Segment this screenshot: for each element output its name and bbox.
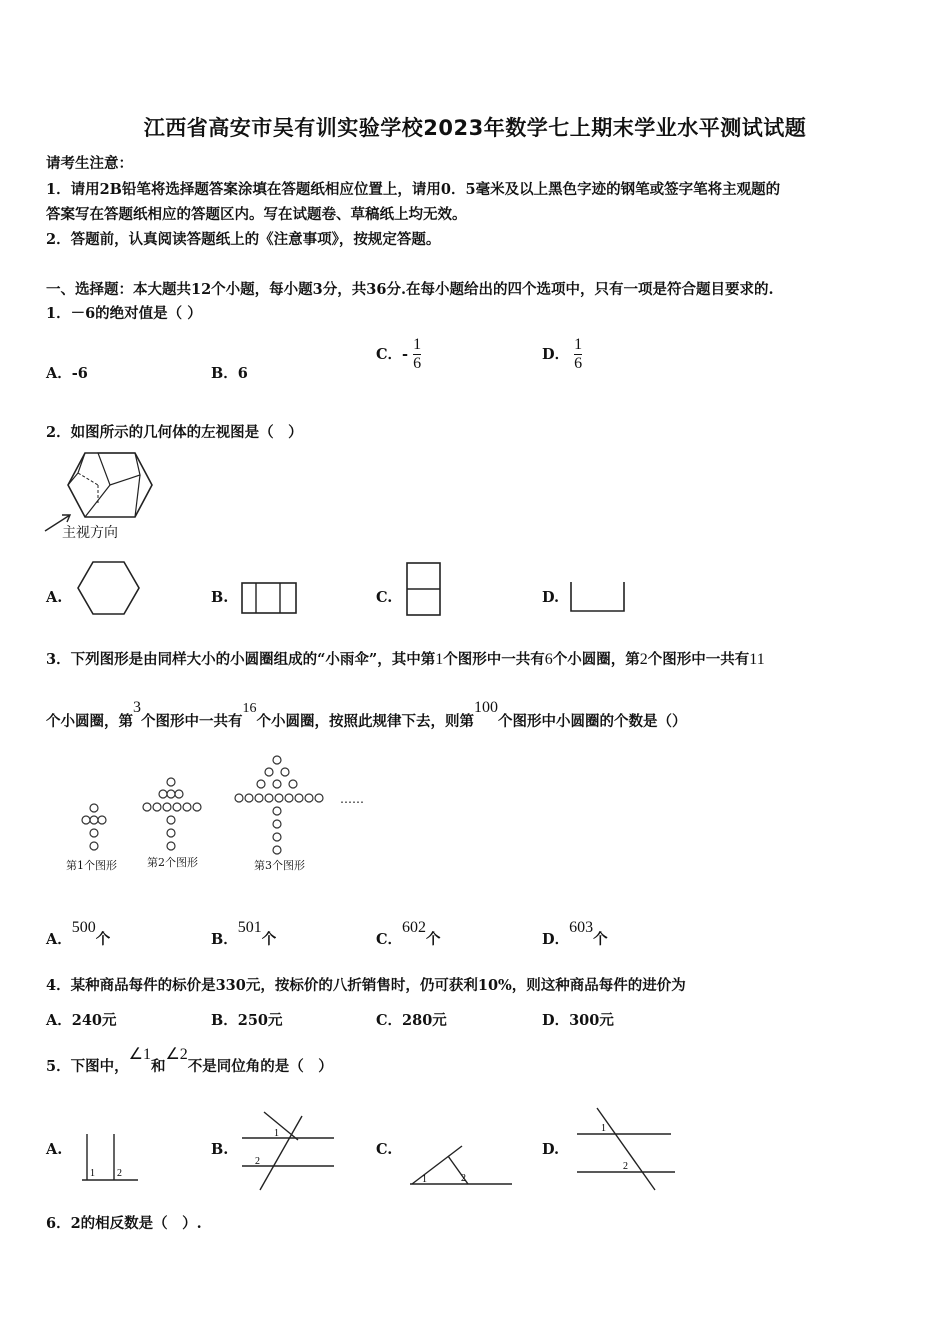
q4-option-b[interactable]: B．250元 [211,1012,283,1029]
q5-text: 不是同位角的是（ ） [187,1058,333,1075]
q3-number: 11 [749,651,765,668]
question-4-stem: 4．某种商品每件的标价是330元，按标价的八折销售时，仍可获利10%，则这种商品每件的进价为 [46,977,686,994]
q3-option-a-label: A． [46,931,72,948]
question-5-stem [46,1046,333,1076]
q3-option-a[interactable] [46,919,111,949]
q3-number: 6 [544,651,553,668]
q3-text: 3．下列图形是由同样大小的小圆圈组成的“小雨伞”，其中第 [46,651,436,668]
angle-2-label: 2 [623,1161,628,1172]
q3-option-c-unit: 个 [426,931,441,948]
angle-2-label: 2 [117,1168,122,1179]
q2-option-a[interactable]: A. [46,589,63,606]
q2-option-c-rectangles[interactable] [405,561,443,617]
q3-text: 个图形中一共有 [141,713,243,730]
q2-option-b[interactable]: B. [211,589,229,606]
q3-option-c-label: C． [376,931,403,948]
q3-option-a-value: 500 [71,919,96,936]
q1-option-d[interactable] [542,336,582,373]
q3-number: 16 [242,701,257,716]
q2-option-b-rectangles[interactable] [240,581,300,615]
q3-option-b-unit: 个 [261,931,277,948]
q3-text: 个图形中一共有 [647,651,750,668]
q3-text: 个图形中一共有 [443,651,545,668]
q5-option-b-figure[interactable] [240,1108,336,1192]
angle-2-label: 2 [255,1156,260,1167]
q3-option-d-value: 603 [569,919,594,936]
q3-option-d[interactable] [542,919,608,949]
q1-option-b[interactable]: B．6 [211,365,248,382]
angle-2-label: 2 [461,1173,466,1184]
q3-text: 个图形中小圆圈的个数是（） [498,713,687,730]
q4-option-c[interactable]: C．280元 [376,1012,447,1029]
q4-option-a[interactable]: A．240元 [46,1012,117,1029]
q4-option-d[interactable]: D．300元 [542,1012,614,1029]
q3-option-b-value: 501 [237,919,262,936]
question-2-stem: 2．如图所示的几何体的左视图是（ ） [46,424,303,441]
q5-text: 和 [150,1058,166,1075]
q3-number: 3 [133,699,141,716]
q5-angle-1: ∠1 [128,1046,151,1063]
q3-caption-1: 第1个图形 [66,859,117,872]
q2-option-c[interactable]: C. [376,589,393,606]
notice-line-3: 2．答题前，认真阅读答题纸上的《注意事项》，按规定答题。 [46,231,441,248]
q3-option-c-value: 602 [402,919,427,936]
question-3-line-1 [46,648,765,669]
q3-caption-2: 第2个图形 [147,856,198,869]
fraction-denominator: 6 [413,355,422,372]
q5-option-a[interactable]: A. [46,1141,63,1158]
q5-text: 5．下图中， [46,1058,129,1075]
q1-option-d-label: D． [542,346,570,363]
q2-option-d-shape[interactable] [568,580,628,614]
q3-option-b-label: B． [211,931,238,948]
angle-1-label: 1 [90,1168,95,1179]
notice-line-1: 1．请用2B铅笔将选择题答案涂填在答题纸相应位置上，请用0．5毫米及以上黑色字迹的钢笔或签字笔将主观题的 [46,181,781,198]
fraction-numerator: 1 [413,336,422,353]
q1-option-c[interactable] [376,336,421,373]
q1-option-c-fraction [413,336,421,373]
q5-option-d[interactable]: D. [542,1141,560,1158]
question-1-stem: 1．－6的绝对值是（ ） [46,305,202,322]
q5-option-a-figure[interactable] [80,1132,140,1184]
fraction-numerator: 1 [574,336,583,353]
q3-option-b[interactable] [211,919,277,949]
q5-option-c-figure[interactable] [408,1138,516,1190]
q5-option-b[interactable]: B. [211,1141,229,1158]
q1-option-c-label: C．- [376,346,409,363]
section-heading: 一、选择题：本大题共12个小题，每小题3分，共36分.在每小题给出的四个选项中，只有一项是符合题目要求的. [46,281,774,298]
q5-option-c[interactable]: C. [376,1141,393,1158]
q2-figure-caption: 主视方向 [62,525,118,541]
q3-ellipsis: …… [340,792,364,806]
q3-option-d-unit: 个 [593,931,608,948]
q5-option-d-figure[interactable] [575,1104,679,1192]
q3-number: 1 [435,651,444,668]
q3-text: 个小圆圈，按照此规律下去，则第 [256,713,474,730]
q5-angle-2: ∠2 [165,1046,188,1063]
page-title: 江西省高安市吴有训实验学校2023年数学七上期末学业水平测试试题 [143,116,807,140]
q3-text: 个小圆圈，第 [552,651,640,668]
q3-option-c[interactable] [376,919,441,949]
q3-number: 2 [639,651,648,668]
notice-heading: 请考生注意： [46,155,133,172]
q3-caption-3: 第3个图形 [254,859,305,872]
angle-1-label: 1 [601,1123,606,1134]
angle-1-label: 1 [422,1174,427,1185]
question-3-line-2 [46,699,687,731]
q3-option-a-unit: 个 [95,931,111,948]
q3-option-d-label: D． [542,931,570,948]
q2-option-a-hexagon[interactable] [76,560,142,616]
question-6-stem: 6．2的相反数是（ ）. [46,1215,202,1232]
angle-1-label: 1 [274,1128,279,1139]
notice-line-2: 答案写在答题纸相应的答题区内。写在试题卷、草稿纸上均无效。 [46,206,467,223]
q3-text: 个小圆圈，第 [46,713,133,730]
fraction-denominator: 6 [574,355,583,372]
q2-option-d[interactable]: D. [542,589,560,606]
q1-option-d-fraction [574,336,582,373]
q1-option-a[interactable]: A．-6 [46,365,88,382]
q3-number: 100 [474,699,498,716]
